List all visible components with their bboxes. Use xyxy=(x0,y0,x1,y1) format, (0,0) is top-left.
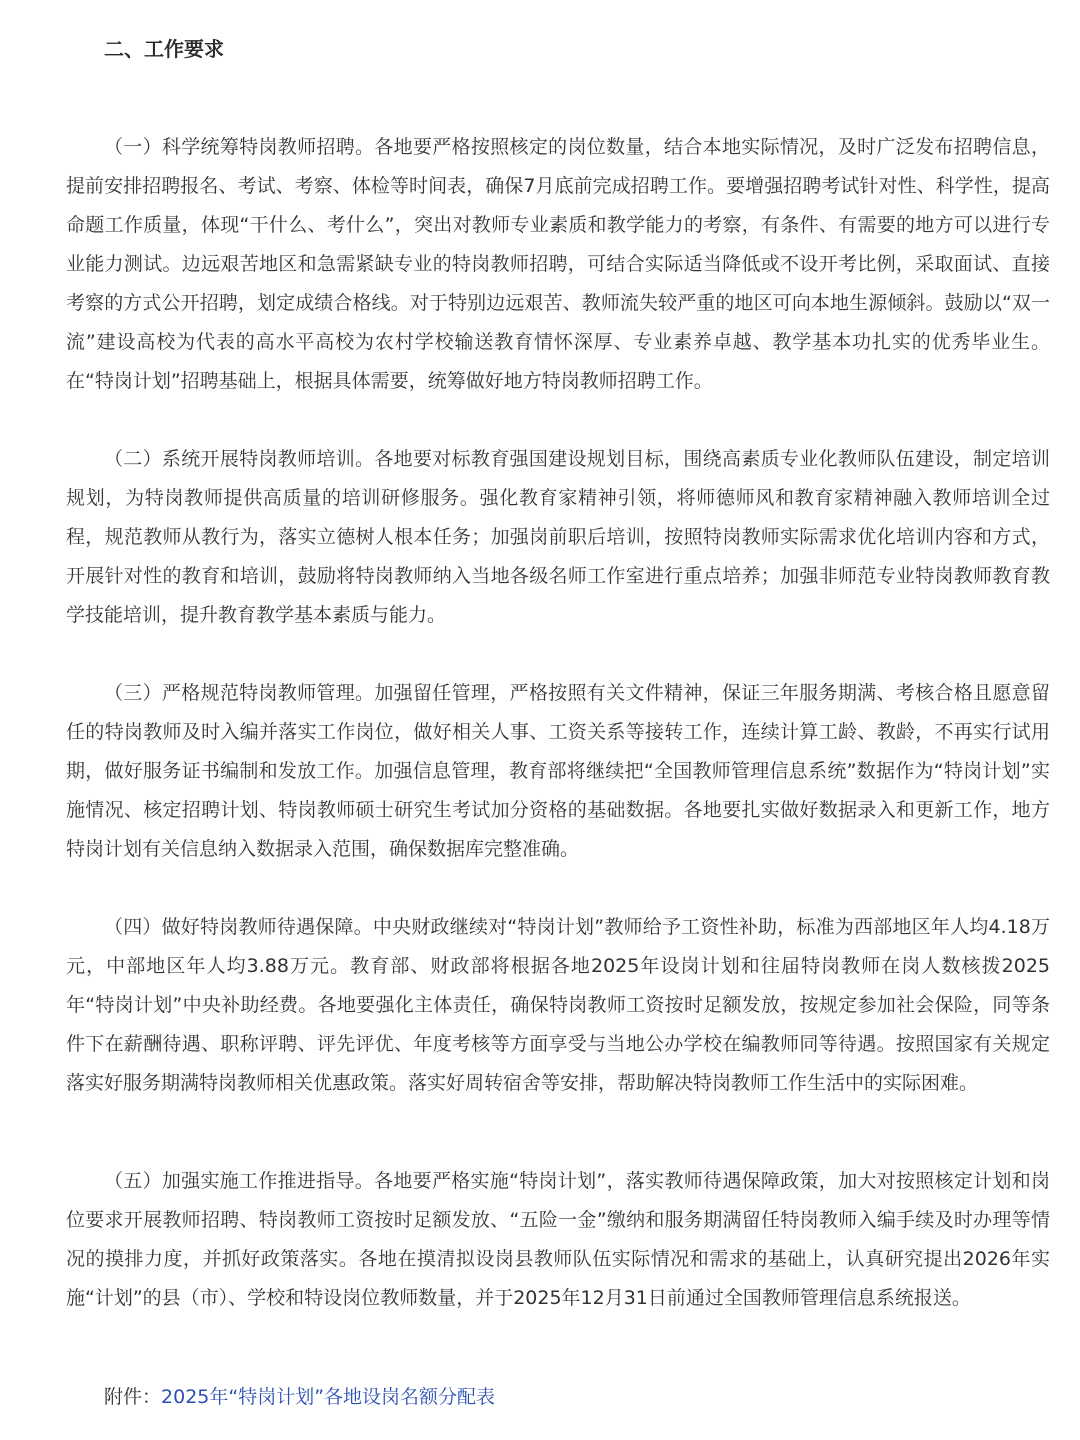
attachment-line xyxy=(104,1381,495,1413)
paragraph-implementation-guidance: （五）加强实施工作推进指导。各地要严格实施“特岗计划”，落实教师待遇保障政策，加大对按照核定计划和岗位要求开展教师招聘、特岗教师工资按时足额发放、“五险一金”缴纳和服务期满留任特岗教师入编手续及时办理等情况的摸排力度，并抓好政策落实。各地在摸清拟设岗县教师队伍实际情况和需求的基础上，认真研究提出2026年实施“计划”的县（市）、学校和特设岗位教师数量，并于2025年12月31日前通过全国教师管理信息系统报送。 xyxy=(66,1170,1050,1309)
paragraph-training: （二）系统开展特岗教师培训。各地要对标教育强国建设规划目标，围绕高素质专业化教师队伍建设，制定培训规划，为特岗教师提供高质量的培训研修服务。强化教育家精神引领，将师德师风和教育家精神融入教师培训全过程，规范教师从教行为，落实立德树人根本任务；加强岗前职后培训，按照特岗教师实际需求优化培训内容和方式，开展针对性的教育和培训，鼓励将特岗教师纳入当地各级名师工作室进行重点培养；加强非师范专业特岗教师教育教学技能培训，提升教育教学基本素质与能力。 xyxy=(66,448,1050,626)
attachment-label: 附件： xyxy=(104,1386,162,1408)
section-heading: 二、工作要求 xyxy=(104,37,224,61)
paragraph-salary-guarantee: （四）做好特岗教师待遇保障。中央财政继续对“特岗计划”教师给予工资性补助，标准为西部地区年人均4.18万元，中部地区年人均3.88万元。教育部、财政部将根据各地2025年设岗计划和往届特岗教师在岗人数核拨2025年“特岗计划”中央补助经费。各地要强化主体责任，确保特岗教师工资按时足额发放，按规定参加社会保险，同等条件下在薪酬待遇、职称评聘、评先评优、年度考核等方面享受与当地公办学校在编教师同等待遇。按照国家有关规定落实好服务期满特岗教师相关优惠政策。落实好周转宿舍等安排，帮助解决特岗教师工作生活中的实际困难。 xyxy=(66,916,1050,1094)
paragraph-recruitment: （一）科学统筹特岗教师招聘。各地要严格按照核定的岗位数量，结合本地实际情况，及时广泛发布招聘信息，提前安排招聘报名、考试、考察、体检等时间表，确保7月底前完成招聘工作。要增强招聘考试针对性、科学性，提高命题工作质量，体现“干什么、考什么”，突出对教师专业素质和教学能力的考察，有条件、有需要的地方可以进行专业能力测试。边远艰苦地区和急需紧缺专业的特岗教师招聘，可结合实际适当降低或不设开考比例，采取面试、直接考察的方式公开招聘，划定成绩合格线。对于特别边远艰苦、教师流失较严重的地区可向本地生源倾斜。鼓励以“双一流”建设高校为代表的高水平高校为农村学校输送教育情怀深厚、专业素养卓越、教学基本功扎实的优秀毕业生。在“特岗计划”招聘基础上，根据具体需要，统筹做好地方特岗教师招聘工作。 xyxy=(66,136,1050,392)
attachment-link[interactable]: 2025年“特岗计划”各地设岗名额分配表 xyxy=(161,1386,496,1408)
paragraph-management: （三）严格规范特岗教师管理。加强留任管理，严格按照有关文件精神，保证三年服务期满、考核合格且愿意留任的特岗教师及时入编并落实工作岗位，做好相关人事、工资关系等接转工作，连续计算工龄、教龄，不再实行试用期，做好服务证书编制和发放工作。加强信息管理，教育部将继续把“全国教师管理信息系统”数据作为“特岗计划”实施情况、核定招聘计划、特岗教师硕士研究生考试加分资格的基础数据。各地要扎实做好数据录入和更新工作，地方特岗计划有关信息纳入数据录入范围，确保数据库完整准确。 xyxy=(66,682,1050,860)
